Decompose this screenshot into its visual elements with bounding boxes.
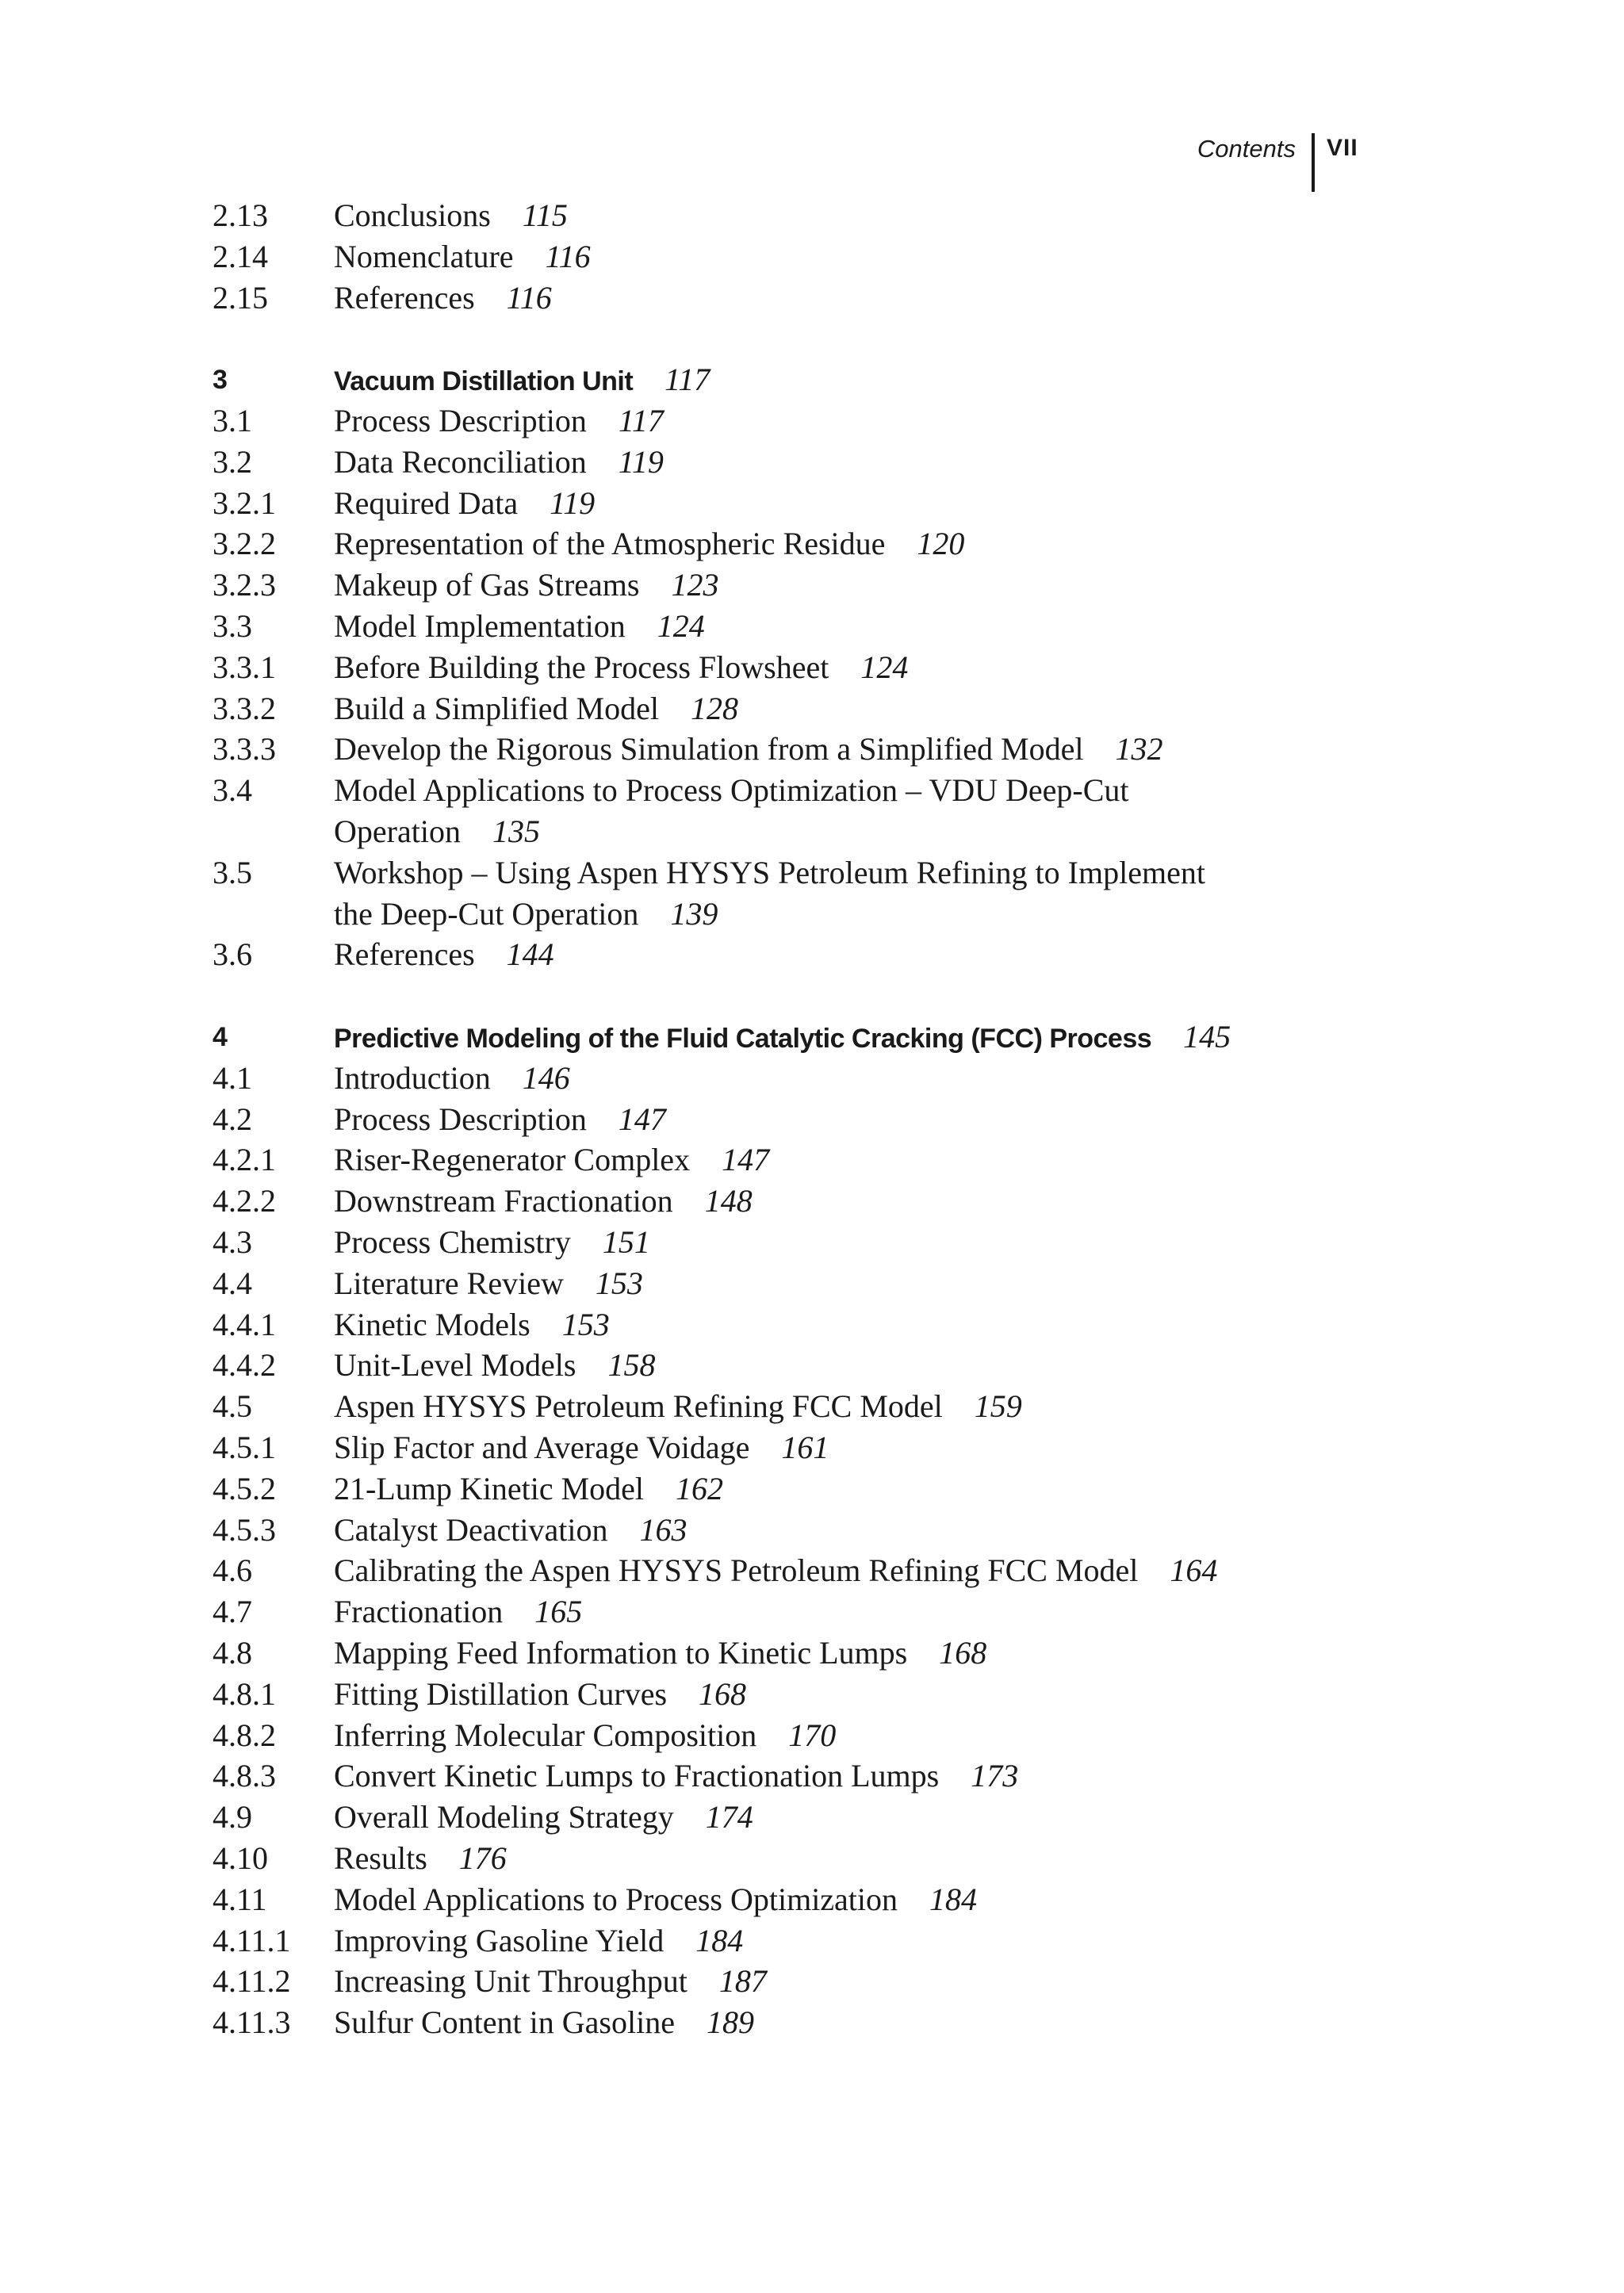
toc-entry[interactable] [0, 1345, 1624, 1386]
toc-chapter-entry[interactable] [0, 359, 1624, 400]
toc-entry-line [334, 2002, 1365, 2043]
toc-entry-body [334, 729, 1365, 770]
toc-entry-page-number: 165 [534, 1594, 583, 1630]
toc-entry-title: Before Building the Process Flowsheet [334, 649, 829, 685]
toc-entry-title: Build a Simplified Model [334, 690, 659, 726]
toc-entry-title: Model Applications to Process Optimization – VDU Deep-Cut [334, 772, 1129, 809]
toc-entry-number: 3.2.2 [213, 526, 276, 562]
toc-entry-number: 3.2 [213, 443, 252, 480]
toc-entry-number: 3.3.2 [213, 690, 276, 726]
toc-entry[interactable] [0, 1550, 1624, 1591]
toc-entry[interactable] [0, 236, 1624, 278]
toc-entry-line [334, 400, 1365, 442]
toc-entry[interactable] [0, 1920, 1624, 1962]
toc-entry-title: Introduction [334, 1059, 491, 1096]
toc-entry-title: 21-Lump Kinetic Model [334, 1470, 645, 1506]
toc-entry-page-number: 147 [722, 1142, 770, 1178]
toc-entry-line [334, 852, 1365, 894]
toc-entry-line [334, 1755, 1365, 1797]
toc-entry[interactable] [0, 1099, 1624, 1140]
toc-entry-body [334, 1510, 1365, 1551]
toc-entry-title: References [334, 279, 475, 316]
toc-entry-line [334, 1222, 1365, 1263]
toc-entry[interactable] [0, 195, 1624, 236]
toc-entry-body [334, 770, 1365, 852]
toc-entry-title: Operation [334, 813, 461, 850]
toc-entry-title: References [334, 936, 475, 973]
toc-entry-page-number: 163 [639, 1511, 688, 1548]
toc-entry-title: Workshop – Using Aspen HYSYS Petroleum Refining to Implement [334, 854, 1205, 890]
toc-entry-page-number: 117 [665, 362, 710, 398]
toc-entry-number: 4.4.2 [213, 1347, 276, 1384]
toc-entry-number: 4.5 [213, 1388, 252, 1425]
toc-entry-title: Predictive Modeling of the Fluid Catalytic Cracking (FCC) Process [334, 1024, 1152, 1054]
toc-entry[interactable] [0, 1222, 1624, 1263]
toc-entry-title: Model Applications to Process Optimization [334, 1881, 898, 1917]
toc-entry[interactable] [0, 1510, 1624, 1551]
toc-entry-page-number: 148 [704, 1183, 753, 1219]
toc-entry-title: Fitting Distillation Curves [334, 1675, 668, 1712]
toc-entry-body [334, 1016, 1365, 1059]
toc-entry-number: 3.5 [213, 854, 252, 890]
toc-entry-number: 4.2.1 [213, 1142, 276, 1178]
toc-entry-number: 2.13 [213, 197, 268, 233]
toc-entry[interactable] [0, 278, 1624, 319]
toc-entry-body [334, 1345, 1365, 1386]
toc-entry-line [334, 1510, 1365, 1551]
toc-entry[interactable] [0, 1633, 1624, 1674]
toc-entry-body [334, 1961, 1365, 2002]
toc-entry[interactable] [0, 1468, 1624, 1510]
toc-entry-page-number: 173 [971, 1758, 1019, 1794]
toc-entry-number: 4.10 [213, 1840, 268, 1876]
toc-entry-page-number: 139 [670, 895, 718, 932]
toc-entry[interactable] [0, 1591, 1624, 1633]
toc-entry[interactable] [0, 1386, 1624, 1427]
toc-entry-page-number: 170 [788, 1717, 837, 1753]
toc-entry-title: Fractionation [334, 1594, 504, 1630]
toc-entry[interactable] [0, 729, 1624, 770]
toc-entry-line [334, 647, 1365, 688]
toc-entry-title: Required Data [334, 484, 519, 521]
toc-entry-page-number: 146 [522, 1059, 570, 1096]
toc-entry-line [334, 1797, 1365, 1838]
toc-entry-page-number: 124 [657, 608, 705, 644]
toc-entry-title: Process Description [334, 403, 587, 438]
toc-entry-page-number: 135 [492, 813, 540, 850]
toc-entry-line [334, 195, 1365, 236]
toc-entry-line [334, 1550, 1365, 1591]
toc-entry-title: Conclusions [334, 197, 491, 233]
toc-entry-line [334, 1674, 1365, 1715]
toc-entry-line [334, 1427, 1365, 1468]
toc-entry-number: 4.5.2 [213, 1470, 276, 1506]
toc-entry-page-number: 117 [618, 403, 664, 438]
toc-entry-line [334, 770, 1365, 811]
toc-entry[interactable] [0, 647, 1624, 688]
toc-entry-page-number: 145 [1183, 1019, 1231, 1055]
toc-entry-body [334, 2002, 1365, 2043]
toc-entry-line [334, 1345, 1365, 1386]
toc-entry-title: Improving Gasoline Yield [334, 1922, 665, 1958]
toc-entry-title: Increasing Unit Throughput [334, 1963, 688, 2000]
toc-entry[interactable] [0, 1838, 1624, 1879]
toc-entry-body [334, 1591, 1365, 1633]
toc-entry-line [334, 1304, 1365, 1346]
toc-entry[interactable] [0, 606, 1624, 647]
toc-entry-number: 3.2.3 [213, 567, 276, 603]
toc-entry-page-number: 184 [695, 1922, 744, 1958]
toc-entry-title: Kinetic Models [334, 1306, 530, 1342]
toc-entry-number: 3.3 [213, 608, 252, 644]
toc-entry-page-number: 119 [550, 484, 596, 521]
toc-entry-number: 4.2 [213, 1101, 252, 1137]
toc-entry-body [334, 1633, 1365, 1674]
toc-entry-line [334, 1058, 1365, 1099]
toc-entry-title: Riser-Regenerator Complex [334, 1142, 691, 1178]
toc-entry-line [334, 1633, 1365, 1674]
toc-entry-line [334, 1468, 1365, 1510]
toc-entry-body [334, 1139, 1365, 1181]
toc-entry-body [334, 195, 1365, 236]
toc-entry-number: 4.6 [213, 1552, 252, 1589]
toc-entry-page-number: 153 [595, 1265, 643, 1301]
toc-entry-line [334, 811, 1365, 852]
toc-entry-body [334, 1797, 1365, 1838]
toc-entry[interactable] [0, 523, 1624, 565]
toc-entry-line [334, 236, 1365, 278]
toc-entry-body [334, 1920, 1365, 1962]
toc-entry-body [334, 1838, 1365, 1879]
toc-entry-page-number: 144 [506, 936, 554, 973]
toc-entry-page-number: 184 [929, 1881, 978, 1917]
toc-entry-line [334, 1961, 1365, 2002]
toc-entry[interactable] [0, 1755, 1624, 1797]
toc-entry-number: 4.8.1 [213, 1675, 276, 1712]
toc-entry-line [334, 1016, 1365, 1059]
toc-entry-page-number: 119 [618, 443, 664, 480]
toc-entry-title: Process Chemistry [334, 1224, 571, 1260]
toc-entry-title: Aspen HYSYS Petroleum Refining FCC Model [334, 1388, 943, 1425]
toc-entry-body [334, 278, 1365, 319]
toc-entry-number: 2.14 [213, 238, 268, 274]
toc-entry-title: Slip Factor and Average Voidage [334, 1430, 750, 1465]
toc-entry[interactable] [0, 565, 1624, 606]
toc-entry-body [334, 1550, 1365, 1591]
toc-entry-number: 4.1 [213, 1059, 252, 1096]
toc-entry-line [334, 729, 1365, 770]
toc-entry-page-number: 115 [522, 197, 568, 233]
toc-entry-body [334, 400, 1365, 442]
toc-entry-page-number: 187 [718, 1963, 767, 2000]
toc-entry-page-number: 132 [1115, 731, 1163, 768]
toc-entry-body [334, 359, 1365, 402]
toc-entry-number: 4.3 [213, 1224, 252, 1260]
toc-entry-page-number: 124 [860, 649, 909, 685]
toc-entry-page-number: 151 [602, 1224, 650, 1260]
toc-entry-title: Vacuum Distillation Unit [334, 366, 634, 397]
toc-entry-body [334, 483, 1365, 524]
toc-entry-number: 4.8 [213, 1635, 252, 1671]
toc-entry-title: Catalyst Deactivation [334, 1511, 608, 1548]
toc-entry-number: 4.11.1 [213, 1922, 291, 1958]
toc-entry-page-number: 161 [781, 1430, 829, 1465]
toc-entry-line [334, 1181, 1365, 1222]
toc-entry[interactable] [0, 1879, 1624, 1920]
toc-entry-number: 3.6 [213, 936, 252, 973]
toc-entry-page-number: 159 [974, 1388, 1022, 1425]
toc-entry-page-number: 168 [939, 1635, 987, 1671]
toc-entry-title: Calibrating the Aspen HYSYS Petroleum Refining FCC Model [334, 1552, 1139, 1589]
toc-entry[interactable] [0, 1181, 1624, 1222]
toc-entry-number: 4.8.3 [213, 1758, 276, 1794]
toc-entry[interactable] [0, 1058, 1624, 1099]
toc-entry-title: Model Implementation [334, 608, 626, 644]
toc-entry-body [334, 688, 1365, 729]
toc-entry[interactable] [0, 1961, 1624, 2002]
toc-entry-number: 3.3.3 [213, 731, 276, 768]
toc-entry[interactable] [0, 442, 1624, 483]
toc-entry-title: Mapping Feed Information to Kinetic Lumps [334, 1635, 908, 1671]
toc-entry-title: Develop the Rigorous Simulation from a Simplified Model [334, 731, 1084, 768]
toc-entry-title: Sulfur Content in Gasoline [334, 2004, 675, 2041]
toc-entry-line [334, 1838, 1365, 1879]
toc-entry-line [334, 1139, 1365, 1181]
toc-entry-line [334, 1920, 1365, 1962]
toc-entry-body [334, 1386, 1365, 1427]
toc-entry-line [334, 934, 1365, 975]
running-head-page-number: VII [1327, 135, 1358, 161]
toc-entry-title: Representation of the Atmospheric Residue [334, 526, 886, 562]
toc-entry-title: Inferring Molecular Composition [334, 1717, 757, 1753]
toc-entry-line [334, 1715, 1365, 1756]
toc-entry-number: 4.11 [213, 1881, 267, 1917]
toc-entry-line [334, 442, 1365, 483]
toc-entry-number: 3 [213, 365, 228, 396]
running-head-section: Contents [1197, 135, 1296, 163]
toc-entry[interactable] [0, 400, 1624, 442]
toc-entry-line [334, 1591, 1365, 1633]
toc-entry-title: Makeup of Gas Streams [334, 567, 640, 603]
toc-entry[interactable] [0, 1263, 1624, 1304]
toc-entry[interactable] [0, 1674, 1624, 1715]
toc-entry-body [334, 1181, 1365, 1222]
toc-entry-number: 4.7 [213, 1594, 252, 1630]
toc-entry-number: 4.5.3 [213, 1511, 276, 1548]
toc-entry[interactable] [0, 934, 1624, 975]
toc-entry-page-number: 116 [506, 279, 552, 316]
toc-entry-line [334, 483, 1365, 524]
toc-entry-body [334, 606, 1365, 647]
toc-entry-title: Unit-Level Models [334, 1347, 576, 1384]
toc-entry[interactable] [0, 483, 1624, 524]
toc-entry[interactable] [0, 770, 1624, 852]
toc-entry-page-number: 147 [618, 1101, 666, 1137]
toc-entry-number: 3.1 [213, 403, 252, 438]
toc-entry[interactable] [0, 2002, 1624, 2043]
toc-entry-body [334, 236, 1365, 278]
toc-entry-number: 4.4.1 [213, 1306, 276, 1342]
toc-entry[interactable] [0, 1715, 1624, 1756]
toc-entry-body [334, 1468, 1365, 1510]
toc-entry-title: Downstream Fractionation [334, 1183, 673, 1219]
toc-entry-title: the Deep-Cut Operation [334, 895, 639, 932]
toc-entry-body [334, 442, 1365, 483]
toc-entry-body [334, 1755, 1365, 1797]
toc-entry-number: 4.11.3 [213, 2004, 291, 2041]
toc-entry-number: 2.15 [213, 279, 268, 316]
toc-entry-body [334, 1879, 1365, 1920]
toc-entry-line [334, 606, 1365, 647]
toc-entry-line [334, 359, 1365, 402]
toc-entry-body [334, 1304, 1365, 1346]
toc-entry-title: Literature Review [334, 1265, 564, 1301]
toc-entry-number: 3.2.1 [213, 484, 276, 521]
toc-entry-body [334, 934, 1365, 975]
toc-entry-number: 4.8.2 [213, 1717, 276, 1753]
toc-entry-page-number: 174 [705, 1799, 753, 1836]
toc-chapter-entry[interactable] [0, 1016, 1624, 1058]
toc-entry-line [334, 1386, 1365, 1427]
toc-entry-page-number: 128 [690, 690, 738, 726]
toc-entry-page-number: 120 [917, 526, 965, 562]
toc-entry-body [334, 565, 1365, 606]
toc-entry[interactable] [0, 1797, 1624, 1838]
toc-entry-title: Data Reconciliation [334, 443, 587, 480]
toc-entry-number: 4.4 [213, 1265, 252, 1301]
toc-entry[interactable] [0, 1304, 1624, 1346]
toc-entry-page-number: 164 [1170, 1552, 1218, 1589]
toc-entry-line [334, 688, 1365, 729]
toc-entry-line [334, 565, 1365, 606]
toc-entry-page-number: 189 [706, 2004, 754, 2041]
toc-entry-page-number: 162 [676, 1470, 724, 1506]
toc-entry-body [334, 1427, 1365, 1468]
toc-entry-number: 4 [213, 1022, 228, 1052]
toc-entry-title: Nomenclature [334, 238, 514, 274]
toc-entry-title: Overall Modeling Strategy [334, 1799, 674, 1836]
toc-entry-page-number: 116 [545, 238, 591, 274]
toc-entry-line [334, 523, 1365, 565]
toc-entry-line [334, 1099, 1365, 1140]
toc-entry-body [334, 852, 1365, 935]
toc-entry[interactable] [0, 1427, 1624, 1468]
toc-entry[interactable] [0, 1139, 1624, 1181]
toc-entry-body [334, 523, 1365, 565]
toc-entry-line [334, 1263, 1365, 1304]
toc-entry-line [334, 278, 1365, 319]
toc-entry-title: Results [334, 1840, 427, 1876]
toc-entry-page-number: 176 [458, 1840, 507, 1876]
toc-entry-line [334, 1879, 1365, 1920]
toc-entry-body [334, 1263, 1365, 1304]
toc-entry-title: Process Description [334, 1101, 587, 1137]
toc-entry-page-number: 153 [561, 1306, 610, 1342]
toc-entry-number: 4.5.1 [213, 1430, 276, 1465]
toc-entry-page-number: 168 [699, 1675, 747, 1712]
toc-entry-number: 3.4 [213, 772, 252, 809]
toc-entry-line [334, 894, 1365, 935]
toc-entry[interactable] [0, 688, 1624, 729]
toc-entry-title: Convert Kinetic Lumps to Fractionation Lumps [334, 1758, 940, 1794]
toc-entry-body [334, 1222, 1365, 1263]
toc-entry-number: 4.11.2 [213, 1963, 291, 2000]
toc-entry-body [334, 1099, 1365, 1140]
toc-entry-body [334, 1674, 1365, 1715]
toc-entry-body [334, 1058, 1365, 1099]
toc-entry-page-number: 158 [607, 1347, 656, 1384]
toc-entry-body [334, 1715, 1365, 1756]
toc-entry[interactable] [0, 852, 1624, 935]
toc-entry-number: 4.2.2 [213, 1183, 276, 1219]
toc-entry-page-number: 123 [671, 567, 719, 603]
toc-entry-body [334, 647, 1365, 688]
toc-entry-number: 3.3.1 [213, 649, 276, 685]
toc-entry-number: 4.9 [213, 1799, 252, 1836]
